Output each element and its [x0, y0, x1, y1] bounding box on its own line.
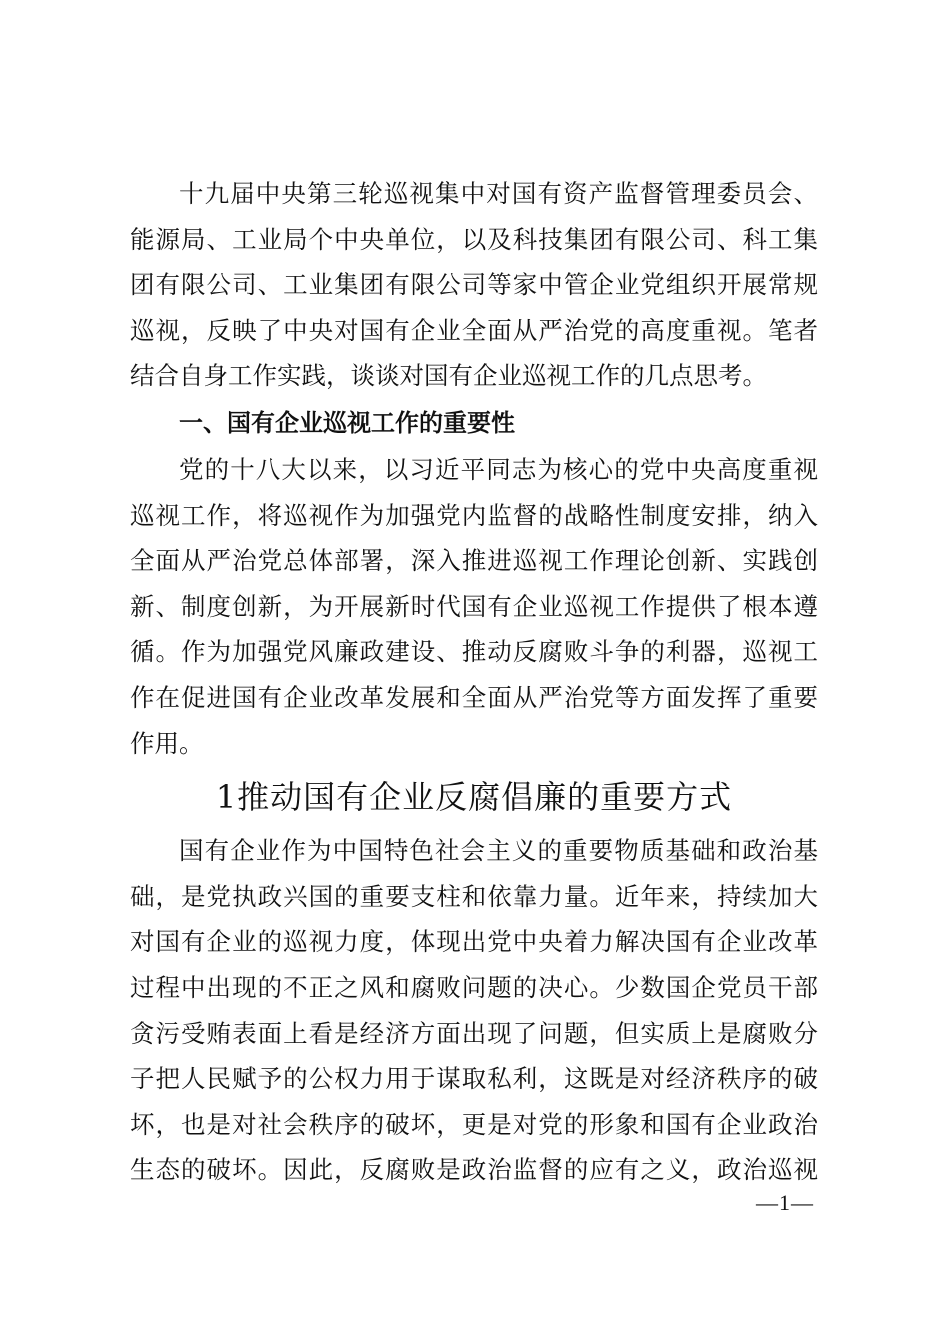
page-number: —1—: [756, 1190, 814, 1215]
document-page: [130, 0, 818, 1344]
paragraph-line: 党的十八大以来，以习近平同志为核心的党中央高度重视: [179, 454, 818, 484]
paragraph-line: 对国有企业的巡视力度，体现出党中央着力解决国有企业改革: [130, 927, 818, 957]
paragraph-line: 十九届中央第三轮巡视集中对国有资产监督管理委员会、: [179, 179, 818, 208]
paragraph-line: 团有限公司、工业集团有限公司等家中管企业党组织开展常规: [130, 270, 818, 300]
paragraph-line: 循。作为加强党风廉政建设、推动反腐败斗争的利器，巡视工: [130, 637, 818, 667]
paragraph-line: 贪污受贿表面上看是经济方面出现了问题，但实质上是腐败分: [130, 1018, 818, 1048]
paragraph-line: 子把人民赋予的公权力用于谋取私利，这既是对经济秩序的破: [130, 1064, 818, 1094]
paragraph-line: 能源局、工业局个中央单位，以及科技集团有限公司、科工集: [130, 224, 818, 254]
subsection-heading: 1推动国有企业反腐倡廉的重要方式: [215, 778, 733, 817]
paragraph-line: 过程中出现的不正之风和腐败问题的决心。少数国企党员干部: [130, 972, 818, 1002]
section-heading: 一、国有企业巡视工作的重要性: [179, 408, 515, 437]
paragraph-line: 新、制度创新，为开展新时代国有企业巡视工作提供了根本遵: [130, 591, 818, 621]
document-body: [130, 171, 818, 1193]
paragraph-line: 巡视，反映了中央对国有企业全面从严治党的高度重视。笔者: [130, 315, 818, 345]
paragraph-line: 巡视工作，将巡视作为加强党内监督的战略性制度安排，纳入: [130, 500, 818, 530]
paragraph-line: 生态的破坏。因此，反腐败是政治监督的应有之义，政治巡视: [130, 1155, 818, 1185]
paragraph-line: 作用。: [130, 728, 204, 758]
paragraph-line: 结合自身工作实践，谈谈对国有企业巡视工作的几点思考。: [130, 361, 767, 391]
paragraph-line: 全面从严治党总体部署，深入推进巡视工作理论创新、实践创: [130, 546, 818, 576]
paragraph-line: 础，是党执政兴国的重要支柱和依靠力量。近年来，持续加大: [130, 881, 818, 911]
paragraph-line: 作在促进国有企业改革发展和全面从严治党等方面发挥了重要: [130, 682, 818, 712]
paragraph-line: 坏，也是对社会秩序的破坏，更是对党的形象和国有企业政治: [130, 1109, 818, 1139]
paragraph-line: 国有企业作为中国特色社会主义的重要物质基础和政治基: [179, 836, 818, 866]
